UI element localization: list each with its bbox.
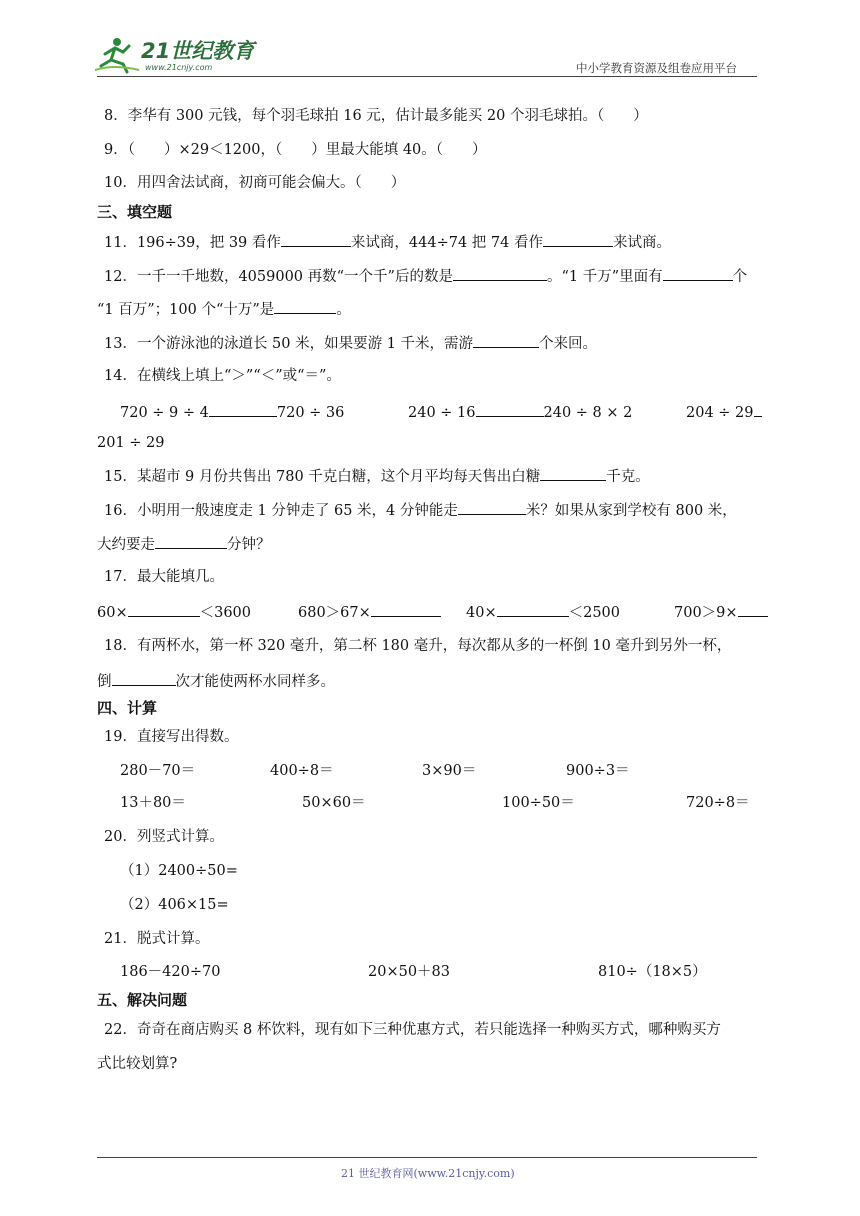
question-10: 10．用四舍法试商，初商可能会偏大。（ ） — [104, 175, 406, 191]
answer-blank[interactable] — [540, 465, 606, 481]
expr-right: ＜3600 — [199, 605, 252, 621]
q17-expr-4 — [674, 601, 768, 623]
q19-item: 400÷8＝ — [270, 763, 334, 779]
q16-text-d: 分钟？ — [227, 537, 271, 553]
expr-right: ＜2500 — [568, 605, 621, 621]
q17-expr-1 — [97, 601, 251, 623]
question-17: 17．最大能填几。 — [104, 569, 224, 585]
q19-item: 280－70＝ — [120, 763, 196, 779]
q19-item: 900÷3＝ — [566, 763, 630, 779]
answer-blank[interactable] — [453, 265, 547, 281]
platform-name: 中小学教育资源及组卷应用平台 — [576, 61, 737, 75]
answer-blank[interactable] — [543, 231, 613, 247]
question-8: 8．李华有 300 元钱，每个羽毛球拍 16 元，估计最多能买 20 个羽毛球拍。（ ） — [104, 108, 648, 124]
q13-text-b: 个来回。 — [539, 336, 598, 352]
q11-text-b: 来试商，444÷74 把 74 看作 — [350, 235, 543, 251]
answer-blank[interactable] — [663, 265, 733, 281]
q16-text-a: 16．小明用一般速度走 1 分钟走了 65 米，4 分钟能走 — [104, 503, 458, 519]
q19-item: 720÷8＝ — [686, 795, 750, 811]
header-rule — [97, 76, 757, 77]
answer-blank[interactable] — [112, 670, 176, 686]
question-22-line2: 式比较划算? — [97, 1056, 178, 1072]
question-18-line2 — [97, 670, 335, 692]
q13-text-a: 13．一个游泳池的泳道长 50 米，如果要游 1 千米，需游 — [104, 336, 474, 352]
runner-icon — [95, 38, 139, 72]
q14-expr-3-cont: 201 ÷ 29 — [97, 435, 165, 451]
q12-text-d: “1 百万”；100 个“十万”是 — [97, 302, 275, 318]
question-16-line2 — [97, 533, 271, 555]
q12-text-c: 个 — [732, 269, 748, 285]
q21-item: 20×50＋83 — [368, 964, 451, 980]
answer-blank[interactable] — [274, 298, 336, 314]
answer-blank[interactable] — [497, 601, 569, 617]
question-13 — [104, 332, 597, 354]
answer-blank[interactable] — [281, 231, 351, 247]
q19-item: 13＋80＝ — [120, 795, 186, 811]
expr-right: 720 ÷ 36 — [276, 405, 345, 421]
expr-left: 240 ÷ 16 — [408, 405, 476, 421]
answer-blank[interactable] — [473, 332, 539, 348]
expr-left: 40× — [466, 605, 497, 621]
q12-text-e: 。 — [336, 302, 351, 318]
section-title-calculation: 四、计算 — [97, 699, 158, 717]
question-18-line1: 18．有两杯水，第一杯 320 毫升，第二杯 180 毫升，每次都从多的一杯倒 10 毫升到另外一杯， — [104, 638, 732, 654]
q19-item: 3×90＝ — [422, 763, 477, 779]
q11-text-a: 11．196÷39，把 39 看作 — [104, 235, 281, 251]
question-21: 21．脱式计算。 — [104, 931, 210, 947]
question-12-line2 — [97, 298, 351, 320]
question-12-line1 — [104, 265, 747, 287]
q11-text-c: 来试商。 — [612, 235, 671, 251]
q12-text-a: 12．一千一千地数，4059000 再数“一个千”后的数是 — [104, 269, 453, 285]
q19-item: 50×60＝ — [302, 795, 366, 811]
question-9: 9．（ ）×29＜1200，（ ）里最大能填 40。（ ） — [104, 142, 487, 158]
answer-blank[interactable] — [209, 401, 277, 417]
question-15 — [104, 465, 650, 487]
q19-item: 100÷50＝ — [502, 795, 575, 811]
q15-text-b: 千克。 — [606, 469, 650, 485]
section-title-fill-blanks: 三、填空题 — [97, 203, 173, 221]
q18-text-b: 倒 — [97, 674, 112, 690]
q18-text-c: 次才能使两杯水同样多。 — [175, 674, 335, 690]
q14-expr-3 — [686, 401, 762, 423]
q14-expr-2 — [408, 401, 632, 423]
footer-rule — [97, 1157, 757, 1158]
expr-left: 204 ÷ 29 — [686, 405, 754, 421]
q16-text-c: 大约要走 — [97, 537, 155, 553]
expr-left: 700＞9× — [674, 605, 738, 621]
answer-blank[interactable] — [371, 601, 441, 617]
answer-blank[interactable] — [155, 533, 227, 549]
question-19: 19．直接写出得数。 — [104, 729, 239, 745]
answer-blank[interactable] — [128, 601, 200, 617]
q21-item: 810÷（18×5） — [598, 964, 707, 980]
logo-text: 21世纪教育 — [141, 39, 255, 63]
q14-expr-1 — [120, 401, 344, 423]
question-20: 20．列竖式计算。 — [104, 829, 224, 845]
expr-right: 240 ÷ 8 × 2 — [543, 405, 633, 421]
answer-blank[interactable] — [738, 601, 768, 617]
footer-text: 21 世纪教育网(www.21cnjy.com) — [341, 1167, 515, 1180]
q17-expr-2 — [298, 601, 441, 623]
logo-url: www.21cnjy.com — [145, 63, 213, 72]
q15-text-a: 15．某超市 9 月份共售出 780 千克白糖，这个月平均每天售出白糖 — [104, 469, 541, 485]
expr-left: 680＞67× — [298, 605, 371, 621]
question-22-line1: 22．奇奇在商店购买 8 杯饮料，现有如下三种优惠方式，若只能选择一种购买方式，哪种购买方 — [104, 1022, 721, 1038]
answer-blank[interactable] — [458, 499, 526, 515]
answer-blank[interactable] — [754, 401, 762, 417]
q12-text-b: 。“1 千万”里面有 — [546, 269, 663, 285]
q16-text-b: 米？如果从家到学校有 800 米， — [525, 503, 737, 519]
q21-item: 186－420÷70 — [120, 964, 221, 980]
expr-left: 60× — [97, 605, 128, 621]
q20-part-1: （1）2400÷50= — [120, 863, 238, 879]
question-11 — [104, 231, 671, 253]
q20-part-2: （2）406×15= — [120, 897, 229, 913]
question-14: 14．在横线上填上“＞”“＜”或“＝”。 — [104, 368, 341, 384]
section-title-problem-solving: 五、解决问题 — [97, 991, 188, 1009]
expr-left: 720 ÷ 9 ÷ 4 — [120, 405, 209, 421]
answer-blank[interactable] — [476, 401, 544, 417]
question-16-line1 — [104, 499, 737, 521]
q17-expr-3 — [466, 601, 620, 623]
site-logo — [95, 34, 265, 76]
